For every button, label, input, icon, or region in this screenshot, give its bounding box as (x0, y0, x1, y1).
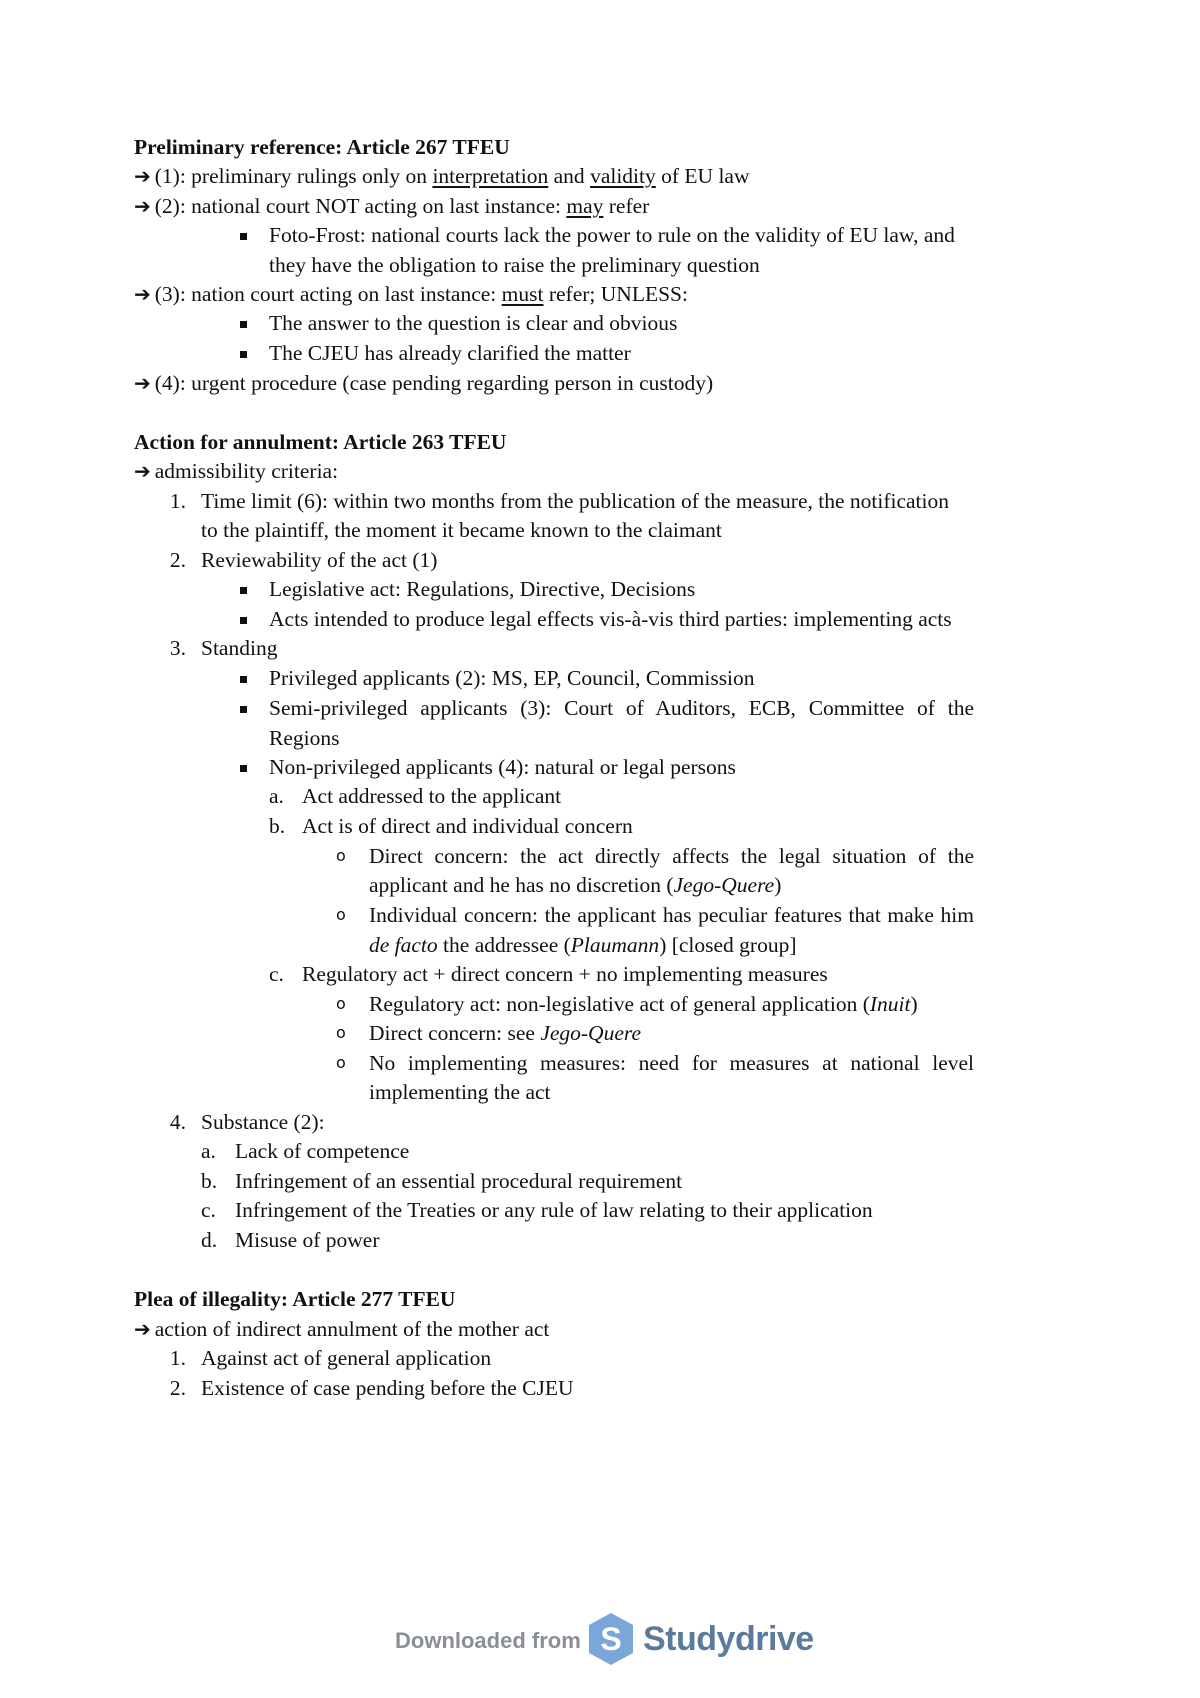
list-item-direct-concern: Direct concern: the act directly affects the legal situation of the (369, 844, 974, 868)
list-item-standing: Standing (201, 636, 278, 660)
list-item-act-addressed: Act addressed to the applicant (302, 784, 562, 808)
heading-plea-of-illegality: Plea of illegality: Article 277 TFEU (134, 1287, 456, 1311)
list-letter: d. (201, 1228, 218, 1252)
list-item-time-limit: Time limit (6): within two months from the publication of the measure, the notification (201, 489, 950, 513)
list-item-reviewability: Reviewability of the act (1) (201, 548, 438, 572)
downloaded-from-text: Downloaded from (395, 1628, 581, 1653)
list-item-regulatory-act: Regulatory act + direct concern + no implementing measures (302, 962, 828, 986)
line-p4: ➔ (4): urgent procedure (case pending regarding person in custody) (134, 371, 714, 395)
square-bullet-icon (240, 587, 247, 594)
list-item-general-application: Against act of general application (201, 1346, 492, 1370)
list-item-semi-privileged-cont: Regions (269, 726, 340, 750)
square-bullet-icon (240, 765, 247, 772)
list-item-procedural-requirement: Infringement of an essential procedural requirement (235, 1169, 683, 1193)
line-p3: ➔ (3): nation court acting on last instance: must refer; UNLESS: (134, 282, 688, 306)
square-bullet-icon (240, 321, 247, 328)
list-item-semi-privileged: Semi-privileged applicants (3): Court of Auditors, ECB, Committee of the (269, 696, 974, 720)
list-letter: b. (201, 1169, 218, 1193)
list-item-lack-of-competence: Lack of competence (235, 1139, 410, 1163)
list-item-individual-concern: Individual concern: the applicant has peculiar features that make him (369, 903, 974, 927)
list-item-infringement-treaties: Infringement of the Treaties or any rule of law relating to their application (235, 1198, 873, 1222)
list-item-legislative-act: Legislative act: Regulations, Directive, Decisions (269, 577, 696, 601)
square-bullet-icon (240, 233, 247, 240)
square-bullet-icon (240, 676, 247, 683)
line-p2: ➔ (2): national court NOT acting on last instance: may refer (134, 194, 650, 218)
circle-bullet-icon: o (336, 1023, 346, 1042)
line-admissibility: ➔ admissibility criteria: (134, 459, 339, 483)
studydrive-logo-icon[interactable] (583, 1611, 639, 1667)
square-bullet-icon (240, 351, 247, 358)
list-item-direct-concern-cont: applicant and he has no discretion (Jego-Quere) (369, 873, 782, 897)
list-item-misuse-of-power: Misuse of power (235, 1228, 380, 1252)
list-item-case-pending: Existence of case pending before the CJEU (201, 1376, 574, 1400)
square-bullet-icon (240, 706, 247, 713)
list-letter: c. (201, 1198, 216, 1222)
list-letter: c. (269, 962, 284, 986)
list-number: 2. (169, 548, 186, 572)
circle-bullet-icon: o (336, 846, 346, 865)
list-number: 4. (169, 1110, 186, 1134)
arrow-icon: ➔ (134, 459, 151, 483)
arrow-icon: ➔ (134, 1317, 151, 1341)
list-letter: a. (269, 784, 284, 808)
circle-bullet-icon: o (336, 905, 346, 924)
list-item-no-implementing-cont: implementing the act (369, 1080, 551, 1104)
studydrive-brand-link[interactable]: Studydrive (643, 1620, 814, 1658)
arrow-icon: ➔ (134, 282, 151, 306)
list-item-individual-concern-cont: de facto the addressee (Plaumann) [closed group] (369, 933, 797, 957)
list-number: 2. (169, 1376, 186, 1400)
list-number: 3. (169, 636, 186, 660)
list-number: 1. (169, 489, 186, 513)
svg-text:S: S (600, 1621, 622, 1657)
list-item-fotofrost-cont: they have the obligation to raise the preliminary question (269, 253, 760, 277)
list-item-no-implementing: No implementing measures: need for measures at national level (369, 1051, 974, 1075)
list-letter: b. (269, 814, 286, 838)
arrow-icon: ➔ (134, 371, 151, 395)
list-item-privileged: Privileged applicants (2): MS, EP, Council, Commission (269, 666, 755, 690)
list-item-unless-1: The answer to the question is clear and obvious (269, 311, 678, 335)
list-letter: a. (201, 1139, 216, 1163)
list-item-direct-individual-concern: Act is of direct and individual concern (302, 814, 633, 838)
list-item-non-privileged: Non-privileged applicants (4): natural or legal persons (269, 755, 736, 779)
heading-preliminary-reference: Preliminary reference: Article 267 TFEU (134, 135, 510, 159)
list-item-fotofrost: Foto-Frost: national courts lack the power to rule on the validity of EU law, and (269, 223, 955, 247)
list-item-direct-concern-see: Direct concern: see Jego-Quere (369, 1021, 641, 1045)
circle-bullet-icon: o (336, 1053, 346, 1072)
arrow-icon: ➔ (134, 164, 151, 188)
list-item-regulatory-act-def: Regulatory act: non-legislative act of general application (Inuit) (369, 992, 918, 1016)
list-item-unless-2: The CJEU has already clarified the matter (269, 341, 631, 365)
circle-bullet-icon: o (336, 994, 346, 1013)
list-item-time-limit-cont: to the plaintiff, the moment it became known to the claimant (201, 518, 722, 542)
line-indirect-annulment: ➔ action of indirect annulment of the mother act (134, 1317, 550, 1341)
square-bullet-icon (240, 617, 247, 624)
arrow-icon: ➔ (134, 194, 151, 218)
list-item-substance: Substance (2): (201, 1110, 325, 1134)
line-p1: ➔ (1): preliminary rulings only on interpretation and validity of EU law (134, 164, 750, 188)
heading-action-for-annulment: Action for annulment: Article 263 TFEU (134, 430, 507, 454)
list-number: 1. (169, 1346, 186, 1370)
list-item-acts-legal-effects: Acts intended to produce legal effects vis-à-vis third parties: implementing acts (269, 607, 952, 631)
